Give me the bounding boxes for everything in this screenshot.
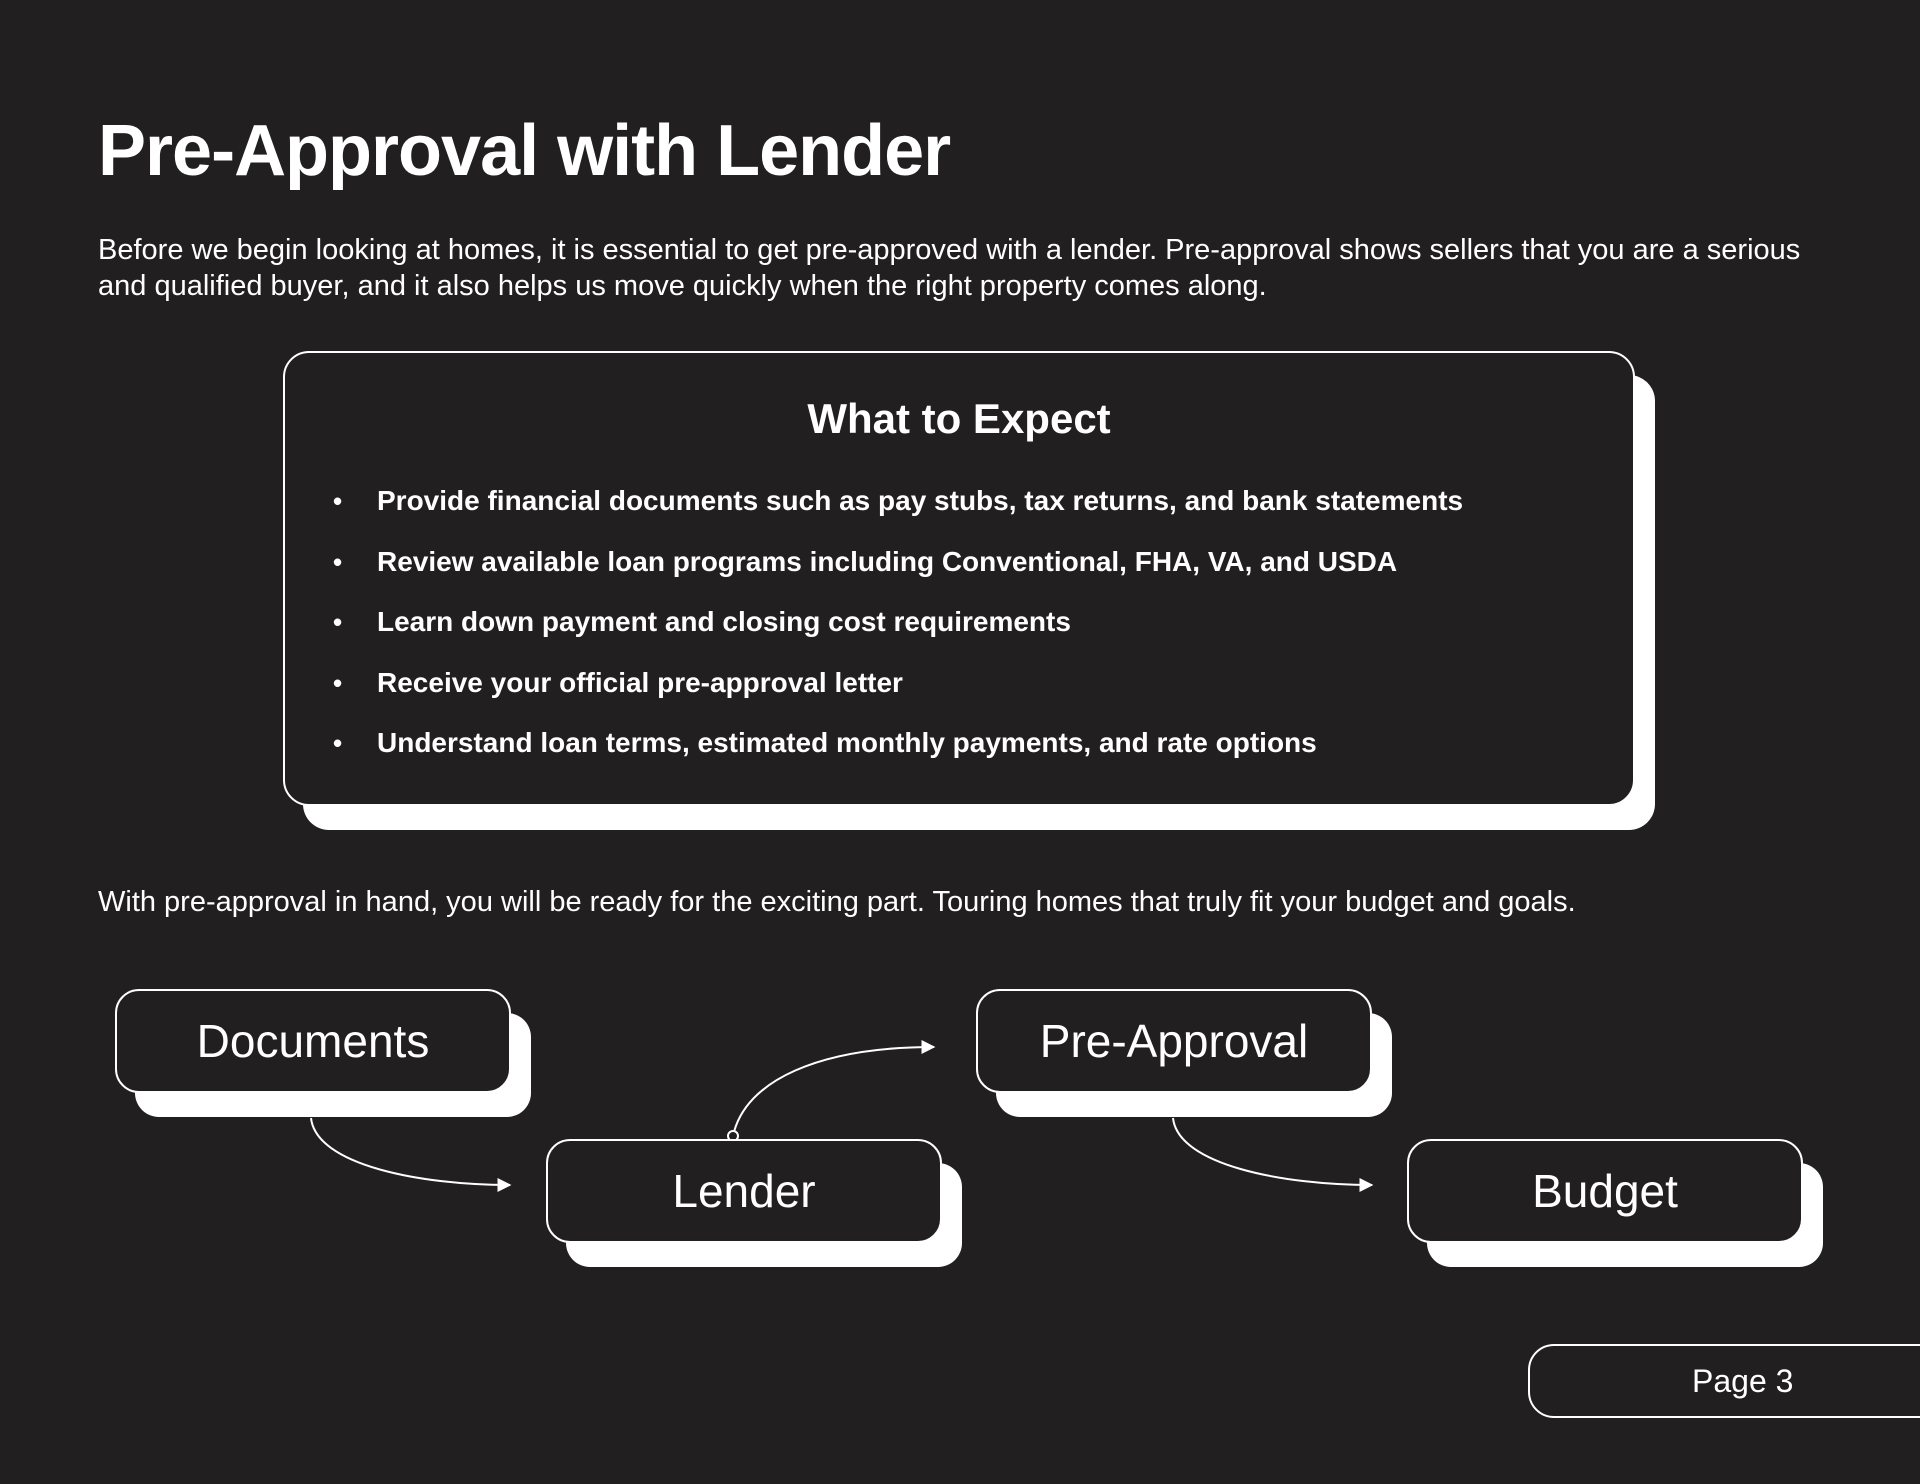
flow-step-label: Budget (1407, 1139, 1803, 1243)
expect-list-item (333, 471, 1463, 532)
flow-step-label: Pre-Approval (976, 989, 1372, 1093)
bullet-icon: • (333, 546, 343, 577)
flow-step-pre-approval (976, 989, 1372, 1093)
bullet-icon: • (333, 607, 343, 638)
arrow-lender-to-preapproval (733, 1047, 934, 1136)
expect-list (333, 471, 1463, 774)
flow-step-lender (546, 1139, 942, 1243)
intro-paragraph: Before we begin looking at homes, it is essential to get pre-approved with a lender. Pre-approval shows sellers that you are a serious and qualified buyer, and it also helps us move quickly when the right property comes along. (98, 234, 1801, 302)
outro-paragraph: With pre-approval in hand, you will be ready for the exciting part. Touring homes that truly fit your budget and goals. (98, 886, 1576, 918)
flow-step-budget (1407, 1139, 1803, 1243)
arrow-preapproval-to-budget (1173, 1118, 1372, 1185)
bullet-icon: • (333, 728, 343, 759)
expect-item-text: Understand loan terms, estimated monthly payments, and rate options (377, 727, 1317, 759)
arrow-documents-to-lender (311, 1118, 510, 1185)
expect-item-text: Review available loan programs including Conventional, FHA, VA, and USDA (377, 545, 1398, 577)
flow-step-label: Documents (115, 989, 511, 1093)
page-title: Pre-Approval with Lender (98, 111, 951, 191)
what-to-expect-card (283, 351, 1635, 806)
bullet-icon: • (333, 486, 343, 516)
bullet-icon: • (333, 667, 343, 698)
page-number-badge (1528, 1344, 1920, 1418)
page-number: Page 3 (1692, 1363, 1794, 1399)
expect-item-text: Receive your official pre-approval letter (377, 666, 903, 698)
expect-list-item (333, 653, 1463, 714)
flow-step-documents (115, 989, 511, 1093)
expect-list-item (333, 713, 1463, 774)
card-body (283, 351, 1635, 806)
expect-list-item (333, 592, 1463, 653)
card-title: What to Expect (807, 395, 1111, 442)
expect-item-text: Provide financial documents such as pay stubs, tax returns, and bank statements (377, 485, 1464, 516)
expect-item-text: Learn down payment and closing cost requirements (377, 606, 1071, 638)
flow-step-label: Lender (546, 1139, 942, 1243)
expect-list-item (333, 532, 1463, 593)
